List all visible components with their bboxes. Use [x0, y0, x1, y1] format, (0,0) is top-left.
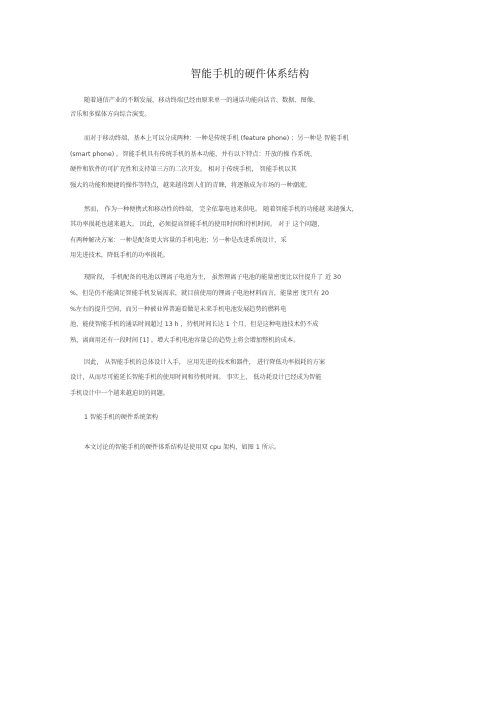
paragraph-line: 因此， 从智能手机的总体设计入手， 应用先进的技术和器件， 进行降低功率损耗的方案: [84, 359, 326, 366]
paragraph-line: 音乐和多媒体方向综合演变。: [70, 111, 151, 118]
paragraph-line: 然而， 作为一种便携式和移动性的终端， 完全依靠电池来供电。 随着智能手机的功能越 来越强大，: [84, 206, 358, 213]
paragraph-line: 本文讨论的智能手机的硬件体系结构是使用双 cpu 架构，如图 1 所示。: [84, 444, 281, 451]
paragraph-line: %，但是仍不能满足智能手机发展需求，就目前使用的锂离子电池材料而言，能量密 度只有 20: [70, 290, 329, 297]
paragraph-line: %左右的提升空间，而另一种被业界普遍看做是未来手机电池发展趋势的燃料电: [70, 306, 287, 313]
paragraph-line: 强大的功能和便捷的操作等特点，越来越得到人们的青睐，将逐渐成为市场的一种潮流。: [70, 182, 312, 189]
paragraph-line: 现阶段， 手机配备的电池以锂离子电池为主， 虽然锂离子电池的能量密度比以往提升了 近 30: [84, 274, 342, 281]
paragraph-line: 随着通信产业的不断发展，移动终端已经由原来单一的通话功能向话音、数据、图像、: [84, 97, 320, 104]
paragraph-line: 硬件和软件的可扩充性和支持第三方的二次开发。 相对于传统手机， 智能手机以其: [70, 166, 297, 173]
paragraph-line: 用先进技术，降低手机的功率损耗。: [70, 252, 169, 259]
paragraph-line: (smart phone) 。智能手机具有传统手机的基本功能，并有以下特点：开放的操 作系统、: [70, 151, 317, 158]
paragraph-line: 设计，从而尽可能延长智能手机的使用时间和待机时间。 事实上， 低功耗设计已经成为智能: [70, 374, 322, 381]
document-title: 智能手机的硬件体系结构: [190, 68, 310, 80]
section-heading: 1 智能手机的硬件系统架构: [84, 414, 158, 421]
paragraph-line: 手机设计中一个越来越迫切的问题。: [70, 390, 169, 397]
paragraph-line: 其功率损耗也越来越大。 因此，必须提高智能手机的使用时间和待机时间。 对于 这个问题，: [70, 221, 324, 228]
paragraph-line: 而对于移动终端，基本上可以分成两种：一种是传统手机 (feature phone) ；另一种是 智能手机: [84, 135, 349, 142]
paragraph-line: 熟，离商用还有一段时间 [1] 。增大手机电池容量总的趋势上将会增加整机的成本。: [70, 337, 300, 344]
paragraph-line: 池，能使智能手机的通话时间超过 13 h ，待机时间长达 1 个月，但是这种电池技术仍不成: [70, 321, 319, 328]
paragraph-line: 有两种解决方案：一种是配备更大容量的手机电池；另一种是改进系统设计，采: [70, 237, 287, 244]
